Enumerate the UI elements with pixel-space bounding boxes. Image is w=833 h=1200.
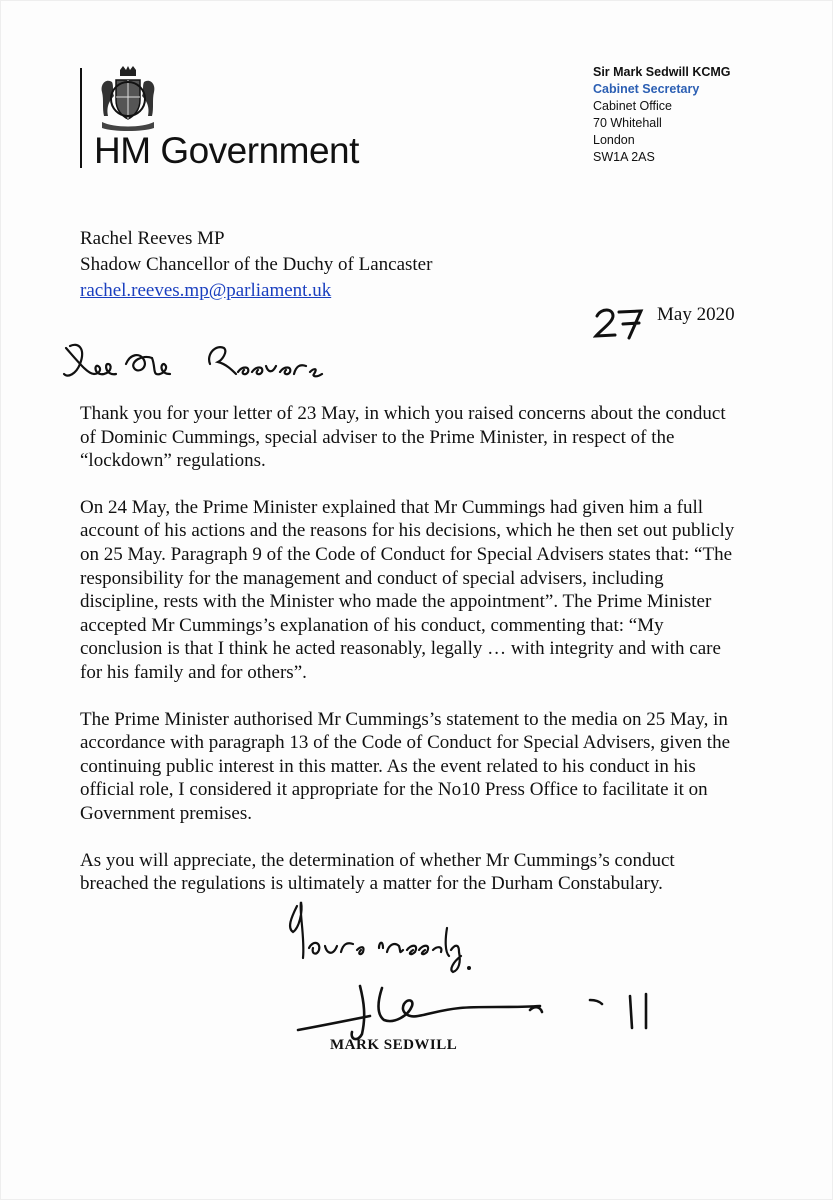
sender-address-line: Cabinet Office [593, 99, 672, 113]
signatory-name: MARK SEDWILL [330, 1037, 458, 1053]
royal-crest-icon [96, 66, 160, 132]
sender-name: Sir Mark Sedwill KCMG [593, 65, 731, 79]
sender-role: Cabinet Secretary [593, 82, 700, 96]
recipient-name: Rachel Reeves MP [80, 228, 225, 249]
recipient-block [80, 226, 432, 304]
sender-address-block [593, 64, 731, 166]
recipient-title: Shadow Chancellor of the Duchy of Lancaster [80, 254, 433, 275]
handwritten-signoff [283, 898, 513, 978]
handwritten-signature [290, 976, 660, 1046]
org-name: HM Government [94, 130, 359, 171]
body-paragraph: Thank you for your letter of 23 May, in which you raised concerns about the conduct of Dominic Cummings, special adviser to the Prime Minister, in respect of the “lockdown” regulations. [80, 403, 726, 472]
date-month-year: May 2020 [657, 304, 735, 325]
handwritten-date-day [593, 304, 645, 340]
logo-rule [80, 68, 82, 168]
body-paragraph: The Prime Minister authorised Mr Cummings’s statement to the media on 25 May, in accordance with paragraph 13 of the Code of Conduct for Special Advisers, given the continuing public interest in this matter. As the event related to his conduct in his official role, I considered it appropriate for the No10 Press Office to facilitate it on Government premises. [80, 708, 731, 824]
handwritten-salutation [60, 334, 330, 394]
sender-address-line: SW1A 2AS [593, 150, 655, 164]
body-paragraph: On 24 May, the Prime Minister explained that Mr Cummings had given him a full account of his actions and the reasons for his decisions, which he then set out publicly on 25 May. Paragraph 9 of the Code of Conduct for Special Advisers states that: “The responsibility for the management and conduct of special advisers, including discipline, rests with the Minister who made the appointment”. The Prime Minister accepted Mr Cummings’s explanation of his conduct, commenting that: “My conclusion is that I think he acted reasonably, legally … with integrity and with care for his family and for others”. [80, 496, 735, 683]
sender-address-line: London [593, 133, 635, 147]
sender-address-line: 70 Whitehall [593, 116, 662, 130]
recipient-email-link[interactable]: rachel.reeves.mp@parliament.uk [80, 280, 332, 301]
body-paragraph: As you will appreciate, the determination of whether Mr Cummings’s conduct breached the regulations is ultimately a matter for the Durham Constabulary. [80, 849, 675, 895]
letter-body [80, 402, 745, 919]
